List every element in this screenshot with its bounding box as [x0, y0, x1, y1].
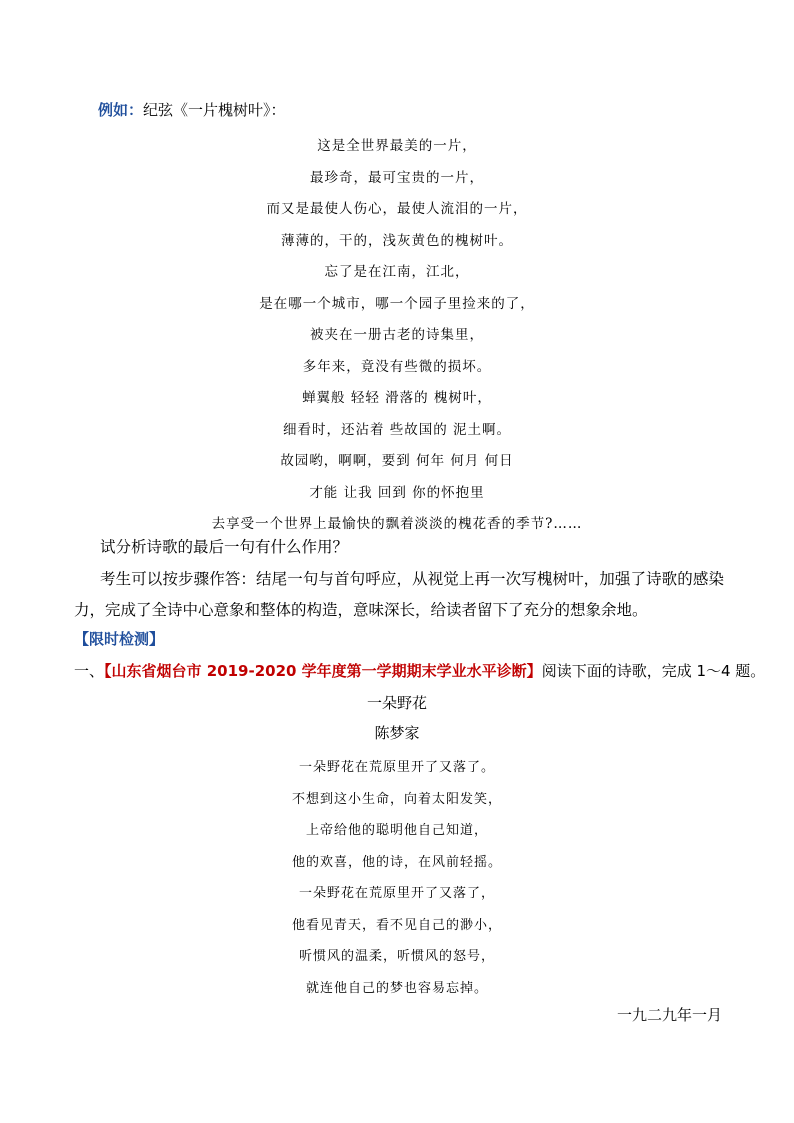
poem-line: 忘了是在江南，江北， — [324, 264, 470, 280]
poem-line: 故园哟，啊啊，要到 何年 何月 何日 — [280, 453, 514, 469]
poem-line: 听惯风的温柔，听惯风的怒号， — [298, 949, 495, 964]
analysis-answer: 考生可以按步骤作答：结尾一句与首句呼应，从视觉上再一次写槐树叶，加强了诗歌的感染力，完成了全诗中心意象和整体的构造，意味深长，给读者留下了充分的想象余地。 — [74, 570, 724, 619]
poem-line: 这是全世界最美的一片， — [317, 138, 477, 154]
poem-wild-flower — [0, 752, 794, 1004]
poem-line: 多年来，竟没有些微的损坏。 — [302, 358, 492, 375]
poem-line: 一朵野花在荒原里开了又落了， — [298, 886, 495, 901]
poem-date: 一九二九年一月 — [616, 1006, 722, 1024]
example-label: 例如： — [98, 101, 144, 119]
poem-one-leaf — [0, 131, 794, 541]
analysis-question: 试分析诗歌的最后一句有什么作用？ — [100, 538, 349, 556]
poem-line: 细看时，还沾着 些故国的 泥土啊。 — [282, 421, 512, 438]
poem-line: 一朵野花在荒原里开了又落了。 — [298, 760, 495, 775]
exam-question-intro — [74, 660, 765, 681]
poem-line: 被夹在一册古老的诗集里， — [310, 327, 484, 343]
poem-line: 薄薄的，干的，浅灰黄色的槐树叶。 — [281, 232, 513, 249]
exam-instruction: 阅读下面的诗歌，完成 1～4 题。 — [541, 662, 766, 680]
section-heading: 【限时检测】 — [74, 630, 165, 648]
example-poem-title: 纪弦《一片槐树叶》： — [143, 101, 286, 119]
poem-line: 他的欢喜，他的诗，在风前轻摇。 — [291, 854, 502, 870]
poem-title: 一朵野花 — [366, 694, 427, 712]
poem-line: 不想到这小生命，向着太阳发笑， — [291, 791, 502, 807]
poem-line: 最珍奇，最可宝贵的一片， — [310, 169, 484, 186]
exam-source: 【山东省烟台市 2019-2020 学年度第一学期期末学业水平诊断】 — [104, 662, 542, 680]
poem-line: 是在哪一个城市，哪一个园子里捡来的了， — [259, 295, 535, 312]
example-intro — [98, 99, 286, 120]
poem-line: 他看见青天，看不见自己的渺小， — [291, 917, 502, 933]
question-number: 一、 — [74, 662, 105, 680]
poem-line: 蝉翼般 轻轻 滑落的 槐树叶， — [302, 390, 492, 406]
poem-line: 而又是最使人伤心，最使人流泪的一片， — [266, 201, 528, 217]
poem-line: 上帝给他的聪明他自己知道， — [305, 823, 488, 838]
poem-line: 去享受一个世界上最愉快的飘着淡淡的槐花香的季节?…… — [211, 516, 583, 532]
poem-author: 陈梦家 — [374, 724, 420, 742]
poem-line: 就连他自己的梦也容易忘掉。 — [305, 980, 488, 996]
poem-line: 才能 让我 回到 你的怀抱里 — [309, 484, 485, 501]
